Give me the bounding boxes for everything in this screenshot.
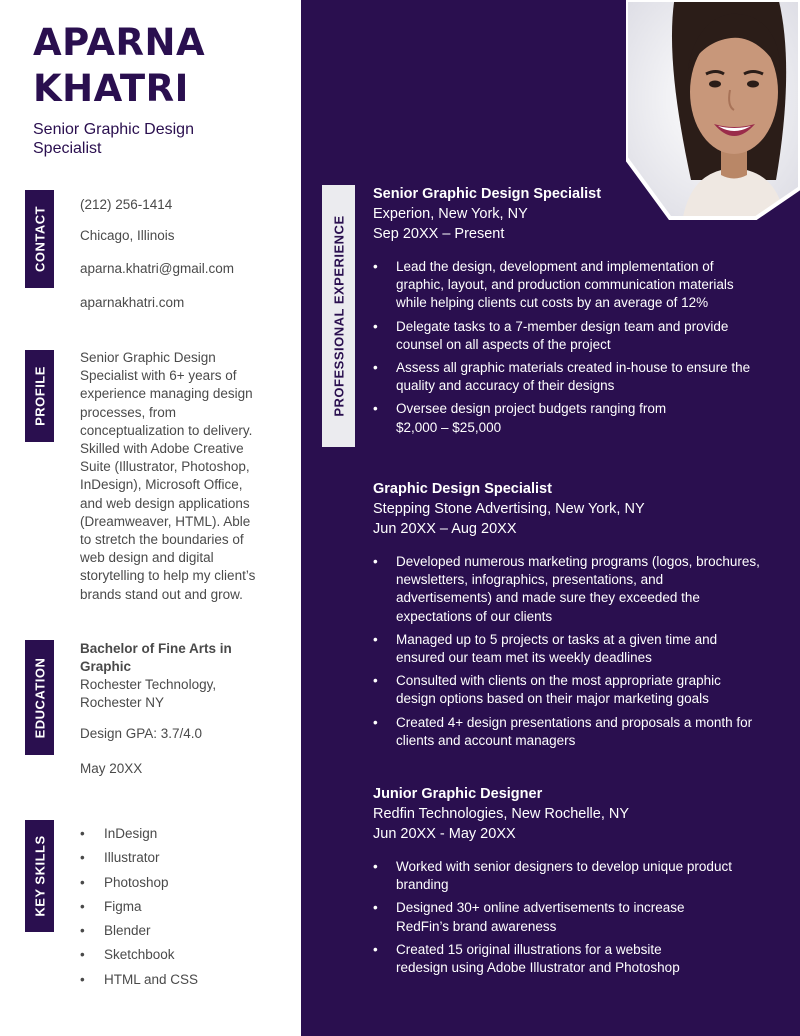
skill-item: • HTML and CSS [80,971,198,995]
degree [80,640,232,676]
job-title: Senior Graphic Design Specialist [373,186,602,202]
job-company: Stepping Stone Advertising, New York, NY [373,501,645,517]
profile-section-tab [25,350,54,442]
profile-line: to stretch the boundaries of [80,532,244,548]
skills-list [80,825,198,995]
skill-item: • InDesign [80,825,198,849]
job-bullet: • Lead the design, development and implementation of graphic, layout, and production communication materials while helping clients cut costs by an average of 12% [373,258,783,313]
name-first: APARNA [33,21,206,64]
title-line: Senior Graphic Design [33,121,194,138]
name-last: KHATRI [33,67,189,110]
profile-line: web design and digital [80,550,214,566]
profile-line: Specialist with 6+ years of [80,368,237,384]
job-bullets [373,258,783,437]
job-bullet: • Created 4+ design presentations and proposals a month for clients and account managers [373,714,783,750]
profile-line: Skilled with Adobe Creative [80,441,244,457]
profile-line: conceptualization to delivery. [80,422,253,438]
job-bullet: • Oversee design project budgets ranging from $2,000 – $25,000 [373,400,783,436]
skill-item: • Figma [80,898,198,922]
skills-section-tab [25,820,54,932]
job-bullet: • Developed numerous marketing programs (logos, brochures, newsletters, infographics, presentations, and advertisements) and made sure they exceeded the expectations of our clients [373,553,783,626]
experience-entry [373,184,783,442]
website-text: aparnakhatri.com [80,295,185,310]
profile-line: storytelling to help my client’s [80,568,256,584]
job-dates: Jun 20XX - May 20XX [373,826,516,842]
job-dates: Jun 20XX – Aug 20XX [373,521,517,537]
experience-entry [373,784,783,982]
graduation-date: May 20XX [80,761,143,776]
job-bullets [373,553,783,750]
skills-heading: KEY SKILLS [32,835,47,917]
profile-heading: PROFILE [32,366,47,426]
degree-line: Graphic [80,659,132,675]
candidate-name [33,20,205,112]
email-text: aparna.khatri@gmail.com [80,261,235,276]
contact-heading: CONTACT [32,205,47,273]
job-bullet: • Worked with senior designers to develop unique product branding [373,858,783,894]
experience-entry [373,479,783,755]
profile-line: brands stand out and grow. [80,586,243,602]
profile-line: InDesign), Microsoft Office, [80,477,243,493]
profile-line: processes, from [80,404,177,420]
job-company: Redfin Technologies, New Rochelle, NY [373,806,630,822]
candidate-title [33,120,273,158]
education-heading: EDUCATION [32,657,47,738]
school-line: Rochester Technology, [80,677,217,692]
profile-line: and web design applications [80,495,250,511]
profile-line: experience managing design [80,386,253,402]
experience-section-tab [322,185,355,447]
contact-section-tab [25,190,54,288]
job-company: Experion, New York, NY [373,206,528,222]
job-bullet: • Created 15 original illustrations for a website redesign using Adobe Illustrator and Photoshop [373,941,783,977]
school-line: Rochester NY [80,695,165,711]
skill-item: • Blender [80,922,198,946]
job-bullets [373,858,783,977]
job-bullet: • Managed up to 5 projects or tasks at a given time and ensured our team met its weekly deadlines [373,631,783,667]
profile-line: Suite (Illustrator, Photoshop, [80,459,250,475]
location-text: Chicago, Illinois [80,228,175,243]
profile-summary [80,349,255,604]
school [80,676,216,712]
skill-item: • Sketchbook [80,946,198,970]
experience-heading: PROFESSIONAL EXPERIENCE [331,215,346,417]
education-section-tab [25,640,54,755]
title-line: Specialist [33,140,102,157]
job-dates: Sep 20XX – Present [373,226,505,242]
degree-line: Bachelor of Fine Arts in [80,641,232,656]
job-title: Junior Graphic Designer [373,786,543,802]
job-bullet: • Assess all graphic materials created in-house to ensure the quality and accuracy of their designs [373,359,783,395]
job-bullet: • Delegate tasks to a 7-member design team and provide counsel on all aspects of the project [373,318,783,354]
job-title: Graphic Design Specialist [373,481,552,497]
gpa-text: Design GPA: 3.7/4.0 [80,726,203,741]
skill-item: • Photoshop [80,874,198,898]
phone-text: (212) 256-1414 [80,197,173,212]
profile-line: (Dreamweaver, HTML). Able [80,513,251,529]
job-bullet: • Designed 30+ online advertisements to increase RedFin’s brand awareness [373,899,783,935]
profile-line: Senior Graphic Design [80,350,216,365]
skill-item: • Illustrator [80,849,198,873]
job-bullet: • Consulted with clients on the most appropriate graphic design options based on their major marketing goals [373,672,783,708]
